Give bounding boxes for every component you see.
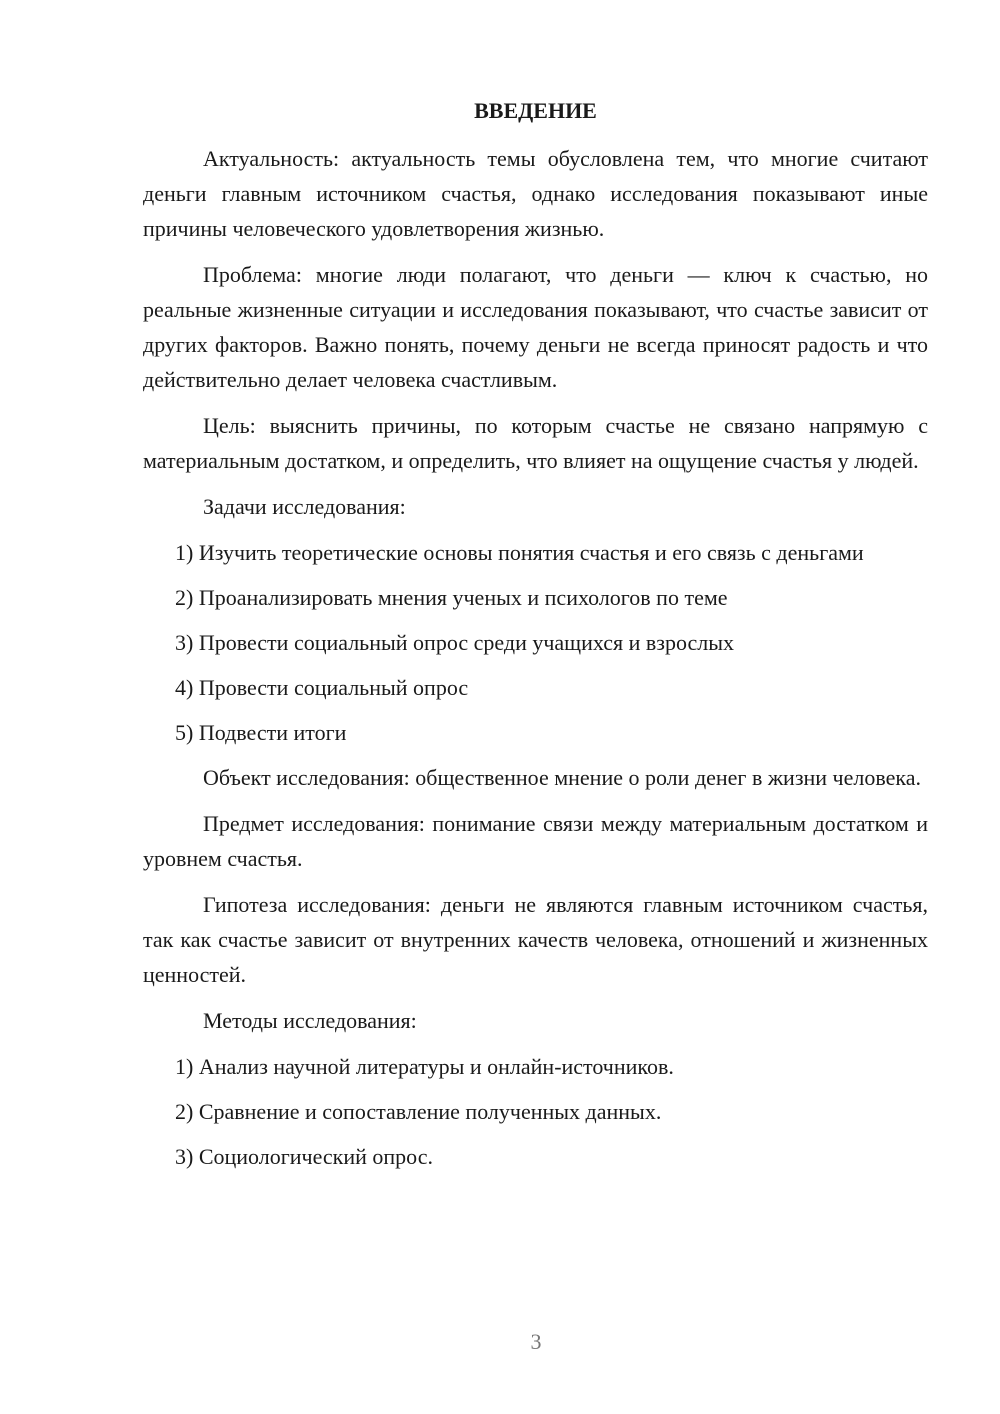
task-item-5: 5) Подвести итоги (175, 720, 347, 745)
tasks-list (143, 535, 928, 750)
method-item-3: 3) Социологический опрос. (175, 1144, 433, 1169)
document-page (143, 95, 928, 1184)
page-number: 3 (530, 1329, 542, 1354)
tasks-label: Задачи исследования: (203, 494, 406, 519)
relevance-paragraph: Актуальность: актуальность темы обусловлена тем, что многие считают деньги главным источником счастья, однако исследования показывают иные причины человеческого удовлетворения жизнью. (143, 146, 928, 241)
task-item-2: 2) Проанализировать мнения ученых и психологов по теме (175, 585, 728, 610)
problem-paragraph: Проблема: многие люди полагают, что деньги — ключ к счастью, но реальные жизненные ситуации и исследования показывают, что счастье зависит от других факторов. Важно понять, почему деньги не всегда приносят радость и что действительно делает человека счастливым. (143, 262, 928, 392)
hypothesis-paragraph: Гипотеза исследования: деньги не являются главным источником счастья, так как счастье зависит от внутренних качеств человека, отношений и жизненных ценностей. (143, 892, 928, 987)
task-item-4: 4) Провести социальный опрос (175, 675, 469, 700)
section-heading: ВВЕДЕНИЕ (474, 98, 597, 123)
methods-label: Методы исследования: (203, 1008, 417, 1033)
methods-list (143, 1049, 928, 1174)
object-paragraph: Объект исследования: общественное мнение о роли денег в жизни человека. (203, 765, 922, 790)
subject-paragraph: Предмет исследования: понимание связи между материальным достатком и уровнем счастья. (143, 811, 928, 871)
method-item-1: 1) Анализ научной литературы и онлайн-источников. (175, 1054, 674, 1079)
task-item-3: 3) Провести социальный опрос среди учащихся и взрослых (175, 630, 735, 655)
method-item-2: 2) Сравнение и сопоставление полученных данных. (175, 1099, 662, 1124)
goal-paragraph: Цель: выяснить причины, по которым счастье не связано напрямую с материальным достатком, и определить, что влияет на ощущение счастья у людей. (143, 413, 928, 473)
task-item-1: 1) Изучить теоретические основы понятия счастья и его связь с деньгами (175, 540, 864, 565)
